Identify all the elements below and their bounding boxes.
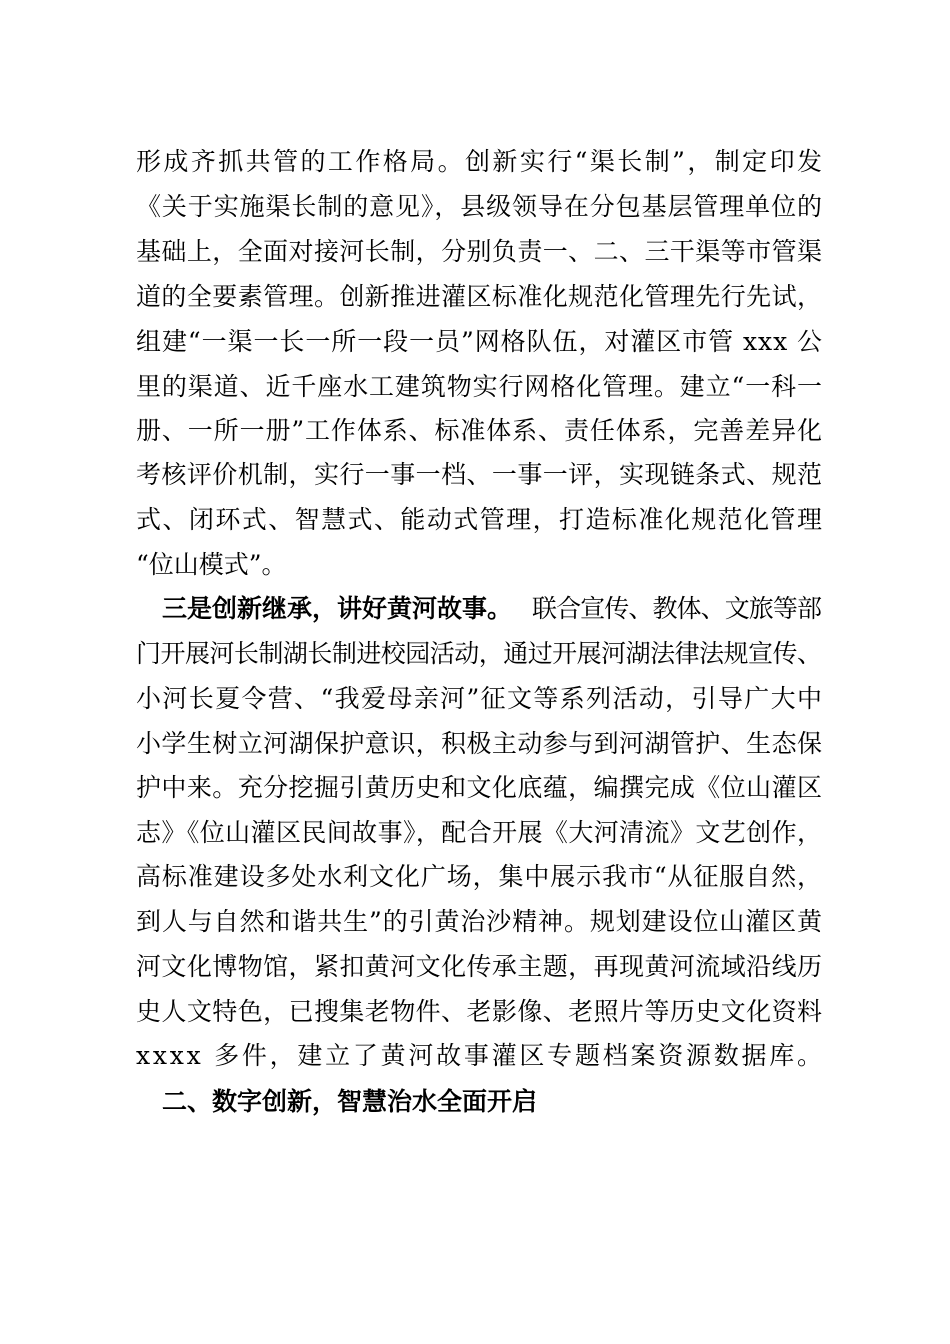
text-line (0, 855, 950, 899)
text-line (0, 140, 950, 184)
text-segment: 式、闭环式、智慧式、能动式管理，打造标准化规范化管理 (136, 505, 824, 534)
text-line (0, 945, 950, 989)
text-line (0, 230, 950, 274)
text-segment: 高标准建设多处水利文化广场，集中展示我市“从征服自然， (136, 862, 823, 891)
text-line (0, 632, 950, 676)
text-line (0, 498, 950, 542)
section-heading (0, 1080, 950, 1124)
text-segment: 道的全要素管理。创新推进灌区标准化规范化管理先行先试， (136, 282, 823, 311)
text-segment: 联合宣传、教体、文旅等部 (532, 594, 822, 623)
text-line (0, 677, 950, 721)
text-line (0, 365, 950, 409)
text-segment: 志》《位山灌区民间故事》，配合开展《大河清流》文艺创作， (136, 818, 823, 847)
text-segment: 考核评价机制，实行一事一档、一事一评，实现链条式、规范 (136, 460, 823, 489)
text-line (0, 275, 950, 319)
text-segment: 护中来。充分挖掘引黄历史和文化底蕴，编撰完成《位山灌区 (136, 773, 823, 802)
text-segment: 基础上，全面对接河长制，分别负责一、二、三干渠等市管渠 (136, 237, 823, 266)
text-line (0, 900, 950, 944)
text-segment: 里的渠道、近千座水工建筑物实行网格化管理。建立“一科一 (136, 372, 823, 401)
text-segment: 史人文特色，已搜集老物件、老影像、老照片等历史文化资料 (136, 997, 823, 1026)
text-segment: 小学生树立河湖保护意识，积极主动参与到河湖管护、生态保 (136, 729, 823, 758)
text-segment: 河文化博物馆，紧扣黄河文化传承主题，再现黄河流域沿线历 (136, 952, 823, 981)
text-line (0, 811, 950, 855)
text-segment: xxxx 多件，建立了黄河故事灌区专题档案资源数据库。 (136, 1041, 825, 1070)
text-segment: 《关于实施渠长制的意见》，县级领导在分包基层管理单位的 (136, 192, 823, 221)
text-line (0, 453, 950, 497)
text-segment: 形成齐抓共管的工作格局。创新实行“渠长制”，制定印发 (136, 147, 825, 176)
text-line (0, 1034, 950, 1078)
text-segment: 到人与自然和谐共生”的引黄治沙精神。规划建设位山灌区黄 (136, 907, 823, 936)
text-line (0, 543, 950, 587)
text-line (0, 320, 950, 364)
text-segment: “位山模式”。 (136, 550, 287, 579)
text-line (0, 587, 950, 631)
text-line (0, 185, 950, 229)
text-segment: 小河长夏令营、“我爱母亲河”征文等系列活动，引导广大中 (136, 684, 824, 713)
heading-text: 二、数字创新，智慧治水全面开启 (162, 1087, 538, 1116)
text-line (0, 990, 950, 1034)
text-line (0, 722, 950, 766)
text-line (0, 766, 950, 810)
text-segment: 门开展河长制湖长制进校园活动，通过开展河湖法律法规宣传、 (136, 639, 822, 668)
text-segment: 组建“一渠一长一所一段一员”网格队伍，对灌区市管 xxx 公 (136, 327, 823, 356)
text-segment: 册、一所一册”工作体系、标准体系、责任体系，完善差异化 (136, 416, 823, 445)
text-line (0, 409, 950, 453)
paragraph-lead-bold: 三是创新继承，讲好黄河故事。 (162, 594, 513, 623)
